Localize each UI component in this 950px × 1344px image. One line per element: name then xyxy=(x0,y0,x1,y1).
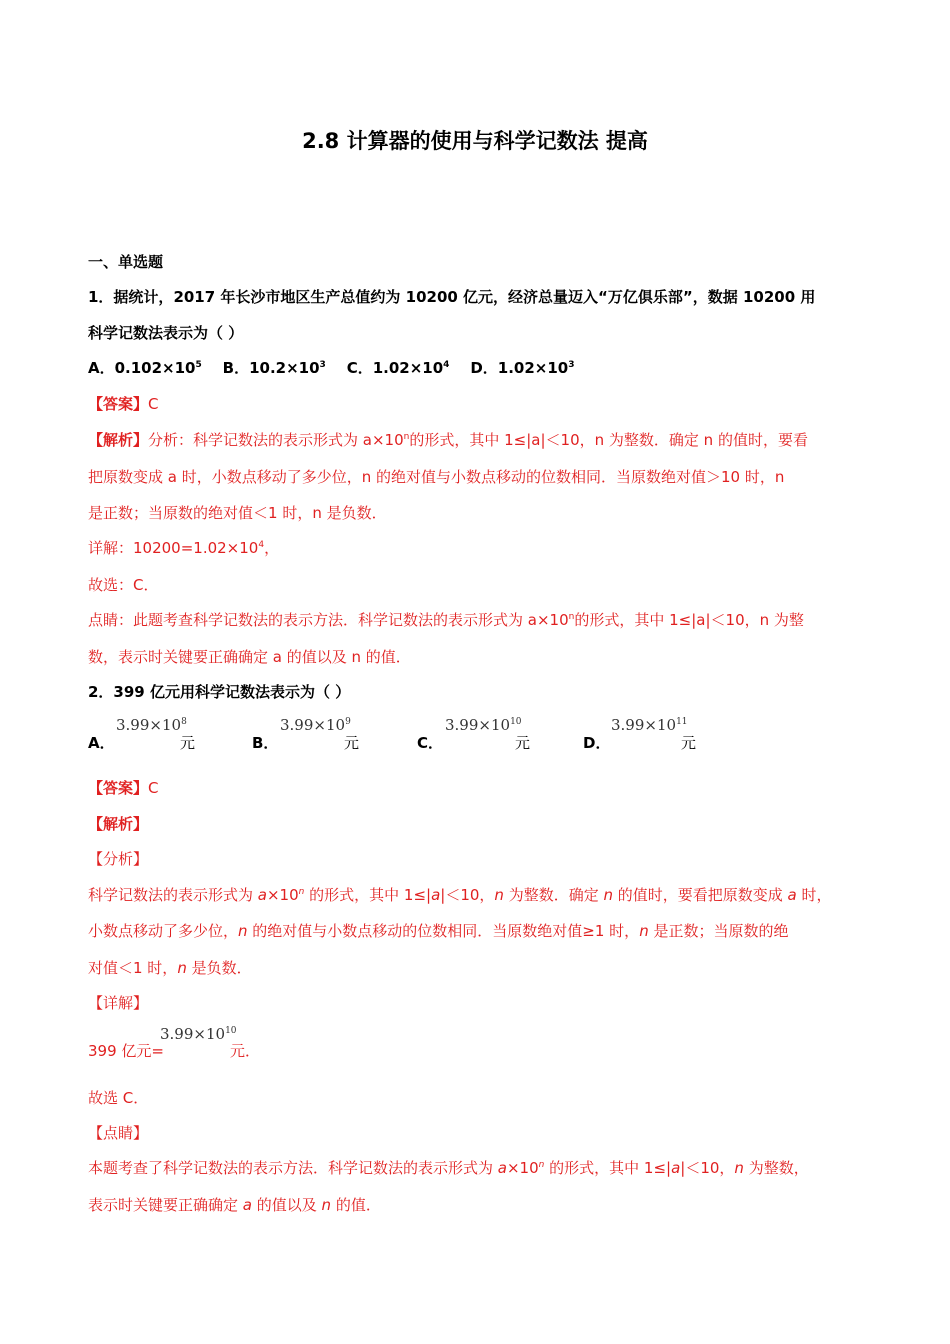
q1-detail: 详解：$10200=1.02\times 10^4$， xyxy=(88,539,280,557)
q1-option-b: B．$10.2\times 10^3$ xyxy=(222,359,326,377)
page-title: 2.8 计算器的使用与科学记数法 提高 xyxy=(302,129,648,153)
q2-detail-tag: 【详解】 xyxy=(88,994,149,1012)
q1-comment-line1: 点睛：此题考查科学记数法的表示方法．科学记数法的表示形式为 $a\times 10^n$的形式，其中 1≤|a|＜10，n 为整 xyxy=(88,611,804,629)
q1-option-a: A．$0.102\times 10^5$ xyxy=(88,359,202,377)
q1-option-d: D．$1.02\times 10^3$ xyxy=(470,359,575,377)
q2-analysis-tag: 【解析】 xyxy=(88,815,149,833)
q1-comment-line2: 数，表示时关键要正确确定 a 的值以及 n 的值． xyxy=(88,648,411,666)
q2-comment-tag: 【点睛】 xyxy=(88,1124,149,1142)
q1-analysis-line1: 【解析】分析：科学记数法的表示形式为 $a\times 10^n$的形式，其中 1≤|a|＜10，n 为整数．确定 n 的值时，要看 xyxy=(88,431,808,449)
q2-comment-line2: 表示时关键要正确确定 a 的值以及 n 的值． xyxy=(88,1196,381,1214)
q2-choose: 故选 C． xyxy=(88,1089,149,1107)
q2-detail-formula: $3.99\times 10^{10}$ xyxy=(160,1025,237,1043)
q2-option-c-formula: $3.99\times 10^{10}$ xyxy=(445,716,522,734)
q1-options xyxy=(88,358,575,378)
q1-answer: 【答案】C xyxy=(88,395,159,413)
q1-analysis-line3: 是正数；当原数的绝对值＜1 时，n 是负数． xyxy=(88,504,387,522)
q1-choose: 故选：C． xyxy=(88,576,159,594)
q1-analysis-line2: 把原数变成 a 时，小数点移动了多少位，n 的绝对值与小数点移动的位数相同．当原数绝对值＞10 时，n xyxy=(88,468,785,486)
q2-fenxi-tag: 【分析】 xyxy=(88,850,149,868)
q2-option-d-formula: $3.99\times 10^{11}$ xyxy=(611,716,688,734)
q2-fenxi-line1: 科学记数法的表示形式为 $a\times 10^n$ 的形式，其中 1≤|a|＜10，n 为整数．确定 n 的值时，要看把原数变成 a 时， xyxy=(88,886,832,904)
q2-option-a-formula: $3.99\times 10^8$ xyxy=(116,716,187,734)
q2-comment-line1: 本题考查了科学记数法的表示方法．科学记数法的表示形式为 $a\times 10^n$ 的形式，其中 1≤|a|＜10，n 为整数， xyxy=(88,1159,809,1177)
q2-fenxi-line2: 小数点移动了多少位，n 的绝对值与小数点移动的位数相同．当原数绝对值≥1 时，n 是正数；当原数的绝 xyxy=(88,922,789,940)
section-heading: 一、单选题 xyxy=(88,253,164,271)
q1-stem-line2: 科学记数法表示为（ ） xyxy=(88,324,244,342)
q2-fenxi-line3: 对值＜1 时，n 是负数． xyxy=(88,959,252,977)
q1-stem-line1: 1．据统计，2017 年长沙市地区生产总值约为 10200 亿元，经济总量迈入“万亿俱乐部”，数据 10200 用 xyxy=(88,288,816,306)
q2-option-b-formula: $3.99\times 10^9$ xyxy=(280,716,351,734)
q1-option-c: C．$1.02\times 10^4$ xyxy=(346,359,450,377)
q2-answer: 【答案】C xyxy=(88,779,159,797)
q2-stem: 2．399 亿元用科学记数法表示为（ ） xyxy=(88,683,351,701)
